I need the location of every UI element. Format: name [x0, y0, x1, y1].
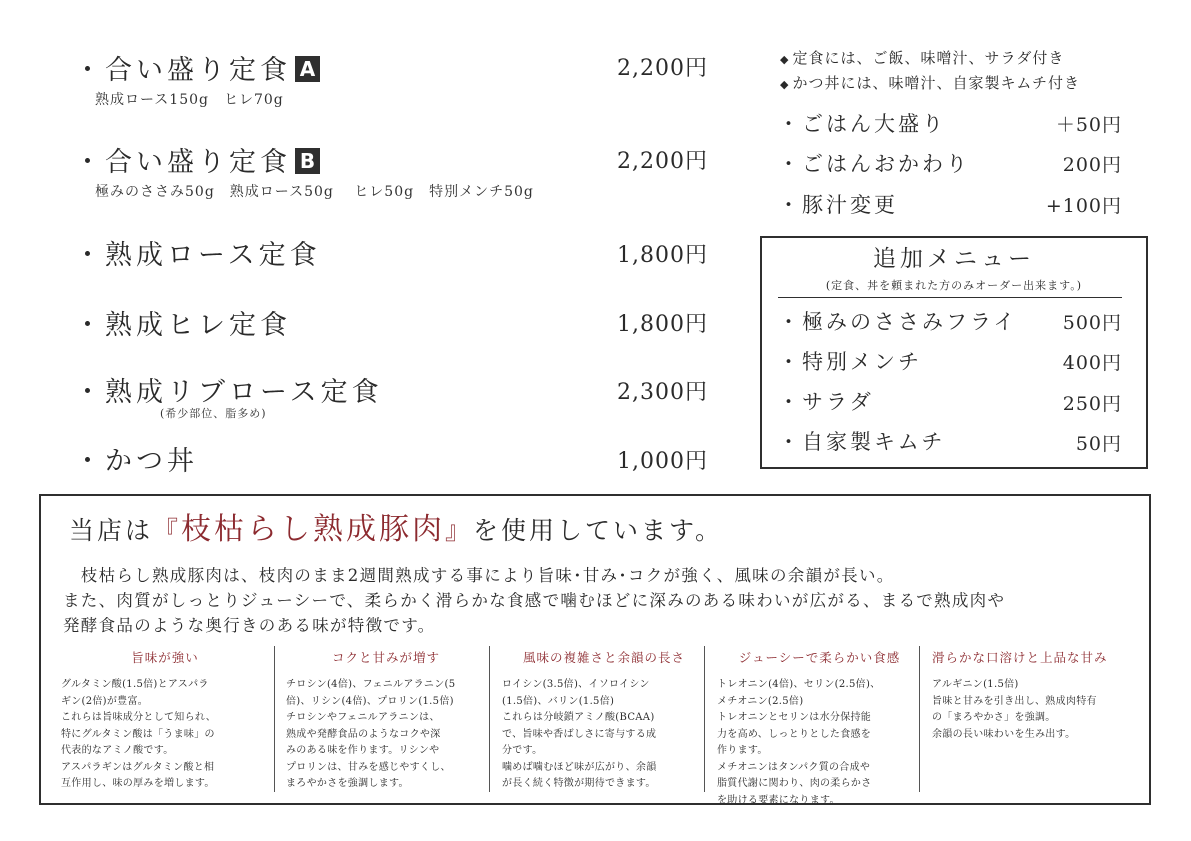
menu-item-detail: (希少部位、脂多め) [160, 407, 267, 420]
feature-title: 風味の複雑さと余韻の長さ [522, 650, 685, 665]
additional-menu-box [760, 236, 1148, 469]
menu-item-name: ・ 熟成リブロース定食 [74, 379, 383, 406]
menu-item-price: 1,000円 [617, 449, 708, 474]
column-divider [274, 646, 275, 792]
set-b-badge: B [295, 148, 320, 174]
note-line: ◆ 定食には、ご飯、味噌汁、サラダ付き [780, 49, 1065, 67]
option-price: ＋50円 [1055, 114, 1122, 136]
option-price: 200円 [1062, 154, 1122, 176]
info-paragraph-line: また、肉質がしっとりジューシーで、柔らかく滑らかな食感で噛むほどに深みのある味わいが広がる、まるで熟成肉や [63, 591, 1006, 610]
diamond-icon: ◆ [780, 53, 790, 66]
feature-body: グルタミン酸(1.5倍)とアスパラ ギン(2倍)が豊富。 これらは旨味成分として知られ、 特にグルタミン酸は「うま味」の 代表的なアミノ酸です。 アスパラギンはグルタミン酸と相 互作用し、味の厚みを増します。 [61, 679, 217, 789]
menu-item-name: ・ 熟成ヒレ定食 [74, 312, 291, 339]
additional-item-price: 400円 [1062, 352, 1122, 374]
additional-item-price: 250円 [1062, 393, 1122, 415]
additional-item-name: ・ 極みのささみフライ [778, 312, 1017, 333]
feature-body: トレオニン(4倍)、セリン(2.5倍)、 メチオニン(2.5倍) トレオニンとセリンは水分保持能 力を高め、しっとりとした食感を 作ります。 メチオニンはタンパク質の合成や 脂質代謝に関わり、肉の柔らかさ を助ける要素になります。 [717, 679, 881, 806]
highlight-text: 枝枯らし熟成豚肉 [181, 512, 446, 547]
menu-item-name: ・ 合い盛り定食 A [74, 56, 320, 84]
diamond-icon: ◆ [780, 78, 790, 91]
menu-item-price: 1,800円 [617, 312, 708, 337]
additional-item-price: 500円 [1062, 312, 1122, 334]
menu-item-price: 2,200円 [617, 56, 708, 81]
feature-title: 滑らかな口溶けと上品な甘み [932, 650, 1108, 665]
divider [778, 297, 1122, 298]
additional-item-name: ・ 特別メンチ [778, 352, 922, 373]
additional-item-name: ・ 自家製キムチ [778, 432, 945, 453]
menu-item-name: ・ 熟成ロース定食 [74, 242, 321, 269]
info-headline: 当店は『枝枯らし熟成豚肉』を使用しています。 [69, 512, 724, 547]
column-divider [489, 646, 490, 792]
option-price: +100円 [1045, 195, 1122, 217]
feature-column [502, 646, 706, 794]
feature-column [932, 646, 1142, 794]
additional-menu-title: 追加メニュー [873, 246, 1035, 272]
feature-title: 旨味が強い [131, 650, 199, 665]
additional-menu-subtitle: (定食、丼を頼まれた方のみオーダー出来ます。) [825, 279, 1083, 292]
additional-item-price: 50円 [1075, 433, 1122, 455]
feature-body: チロシン(4倍)、フェニルアラニン(5 倍)、リシン(4倍)、プロリン(1.5倍) チロシンやフェニルアラニンは、 熟成や発酵食品のようなコクや深 みのある味を作ります。リシンや プロリンは、甘みを感じやすくし、 まろやかさを強調します。 [286, 679, 456, 789]
menu-item-detail: 極みのささみ50g 熟成ロース50g ヒレ50g 特別メンチ50g [95, 184, 534, 200]
feature-column [717, 646, 922, 806]
info-paragraph-line: 枝枯らし熟成豚肉は、枝肉のまま2週間熟成する事により旨味･甘み･コクが強く、風味の余韻が長い。 [63, 566, 895, 585]
column-divider [704, 646, 705, 792]
info-paragraph-line: 発酵食品のような奥行きのある味が特徴です。 [63, 616, 436, 635]
menu-item-price: 2,300円 [617, 380, 708, 405]
set-a-badge: A [295, 56, 320, 82]
additional-item-name: ・ サラダ [778, 392, 874, 413]
menu-item-detail: 熟成ロース150g ヒレ70g [95, 92, 284, 108]
option-name: ・ 豚汁変更 [778, 195, 898, 216]
feature-body: ロイシン(3.5倍)、イソロイシン (1.5倍)、バリン(1.5倍) これらは分岐鎖アミノ酸(BCAA) で、旨味や香ばしさに寄与する成 分です。 噛めば噛むほど味が広がり、余韻 が長く続く特徴が期待できます。 [502, 679, 657, 789]
option-name: ・ ごはんおかわり [778, 154, 970, 175]
column-divider [919, 646, 920, 792]
menu-item-name: ・ かつ丼 [74, 448, 198, 475]
menu-item-price: 1,800円 [617, 243, 708, 268]
pork-info-box [39, 494, 1151, 805]
option-name: ・ ごはん大盛り [778, 114, 946, 135]
menu-item-price: 2,200円 [617, 149, 708, 174]
feature-body: アルギニン(1.5倍) 旨味と甘みを引き出し、熟成肉特有 の「まろやかさ」を強調。 余韻の長い味わいを生み出す。 [932, 679, 1097, 740]
note-line: ◆ かつ丼には、味噌汁、自家製キムチ付き [780, 74, 1081, 92]
feature-title: コクと甘みが増す [331, 650, 440, 665]
menu-item-name: ・ 合い盛り定食 B [74, 148, 320, 176]
feature-column [61, 646, 269, 794]
feature-title: ジューシーで柔らかい食感 [738, 650, 901, 665]
feature-column [286, 646, 486, 794]
